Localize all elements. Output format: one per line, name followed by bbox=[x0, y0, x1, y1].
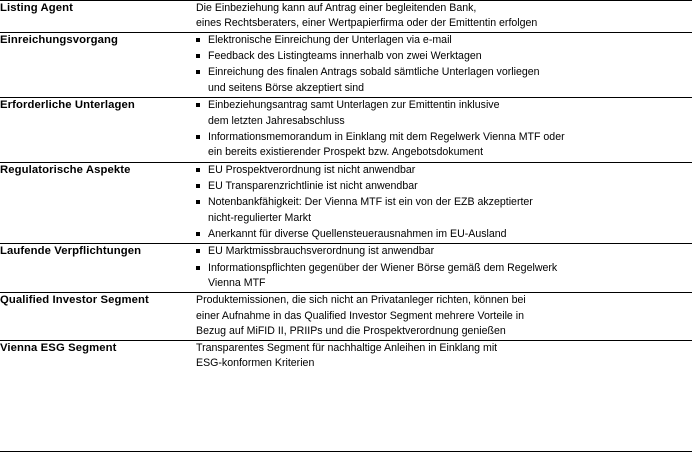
list-item-line: EU Transparenzrichtlinie ist nicht anwendbar bbox=[208, 179, 418, 192]
paragraph-line: einer Aufnahme in das Qualified Investor Segment mehrere Vorteile in bbox=[196, 309, 525, 322]
list-item bbox=[196, 244, 692, 259]
list-item-line: Einbeziehungsantrag samt Unterlagen zur Emittentin inklusive bbox=[208, 99, 500, 112]
paragraph-line: Transparentes Segment für nachhaltige Anleihen in Einklang mit bbox=[196, 341, 498, 354]
list-item-line: Feedback des Listingteams innerhalb von zwei Werktagen bbox=[208, 50, 482, 63]
row-content-cell bbox=[196, 1, 692, 33]
row-content-cell bbox=[196, 293, 692, 340]
list-item-line: Elektronische Einreichung der Unterlagen via e-mail bbox=[208, 33, 452, 46]
table-row bbox=[0, 32, 692, 97]
list-item-line: nicht-regulierter Markt bbox=[208, 211, 312, 224]
list-item bbox=[196, 33, 692, 48]
list-item bbox=[196, 49, 692, 64]
table-row bbox=[0, 98, 692, 162]
row-label: Regulatorische Aspekte bbox=[0, 163, 131, 176]
row-label: Einreichungsvorgang bbox=[0, 33, 119, 46]
row-content-cell bbox=[196, 162, 692, 244]
table-row bbox=[0, 293, 692, 340]
row-label: Erforderliche Unterlagen bbox=[0, 99, 135, 112]
paragraph-line: Bezug auf MiFID II, PRIIPs und die Prospektverordnung genießen bbox=[196, 325, 506, 338]
bullet-list bbox=[196, 98, 692, 160]
list-item-line: Vienna MTF bbox=[208, 277, 266, 290]
list-item-line: Anerkannt für diverse Quellensteuerausnahmen im EU-Ausland bbox=[208, 228, 507, 241]
list-item-line: Notenbankfähigkeit: Der Vienna MTF ist ein von der EZB akzeptierter bbox=[208, 196, 533, 209]
row-content-cell bbox=[196, 32, 692, 97]
row-label: Listing Agent bbox=[0, 2, 74, 14]
list-item bbox=[196, 163, 692, 178]
row-content-cell bbox=[196, 98, 692, 162]
list-item-line: EU Marktmissbrauchsverordnung ist anwendbar bbox=[208, 245, 435, 258]
paragraph-line: eines Rechtsberaters, einer Wertpapierfirma oder der Emittentin erfolgen bbox=[196, 17, 538, 30]
paragraph-line: Die Einbeziehung kann auf Antrag einer begleitenden Bank, bbox=[196, 2, 477, 14]
row-label-cell bbox=[0, 340, 196, 371]
row-label: Vienna ESG Segment bbox=[0, 341, 117, 354]
list-item bbox=[196, 130, 692, 161]
list-item-line: Informationsmemorandum in Einklang mit dem Regelwerk Vienna MTF oder bbox=[208, 130, 565, 143]
row-label-cell bbox=[0, 98, 196, 162]
paragraph-line: ESG-konformen Kriterien bbox=[196, 356, 315, 369]
row-label-cell bbox=[0, 162, 196, 244]
list-item-line: EU Prospektverordnung ist nicht anwendbar bbox=[208, 163, 416, 176]
list-item bbox=[196, 195, 692, 226]
row-content-cell bbox=[196, 340, 692, 371]
bullet-list bbox=[196, 244, 692, 291]
list-item bbox=[196, 179, 692, 194]
list-item-line: Einreichung des finalen Antrags sobald sämtliche Unterlagen vorliegen bbox=[208, 66, 540, 79]
bullet-list bbox=[196, 163, 692, 243]
list-item-line: dem letzten Jahresabschluss bbox=[208, 114, 345, 127]
table-body bbox=[0, 1, 692, 372]
list-item bbox=[196, 261, 692, 292]
row-content-cell bbox=[196, 244, 692, 293]
table-row bbox=[0, 1, 692, 33]
row-label: Laufende Verpflichtungen bbox=[0, 245, 142, 258]
list-item bbox=[196, 65, 692, 96]
row-label-cell bbox=[0, 293, 196, 340]
list-item bbox=[196, 227, 692, 242]
list-item-line: und seitens Börse akzeptiert sind bbox=[208, 81, 365, 94]
table-bottom-rule bbox=[0, 451, 692, 452]
bullet-list bbox=[196, 33, 692, 96]
list-item bbox=[196, 98, 692, 129]
row-label-cell bbox=[0, 32, 196, 97]
row-label-cell bbox=[0, 1, 196, 33]
table-row bbox=[0, 244, 692, 293]
paragraph-line: Produktemissionen, die sich nicht an Privatanleger richten, können bei bbox=[196, 294, 526, 307]
list-item-line: Informationspflichten gegenüber der Wiener Börse gemäß dem Regelwerk bbox=[208, 261, 558, 274]
table-row bbox=[0, 340, 692, 371]
row-label: Qualified Investor Segment bbox=[0, 294, 149, 307]
list-item-line: ein bereits existierender Prospekt bzw. Angebotsdokument bbox=[208, 146, 484, 159]
table-row bbox=[0, 162, 692, 244]
row-label-cell bbox=[0, 244, 196, 293]
